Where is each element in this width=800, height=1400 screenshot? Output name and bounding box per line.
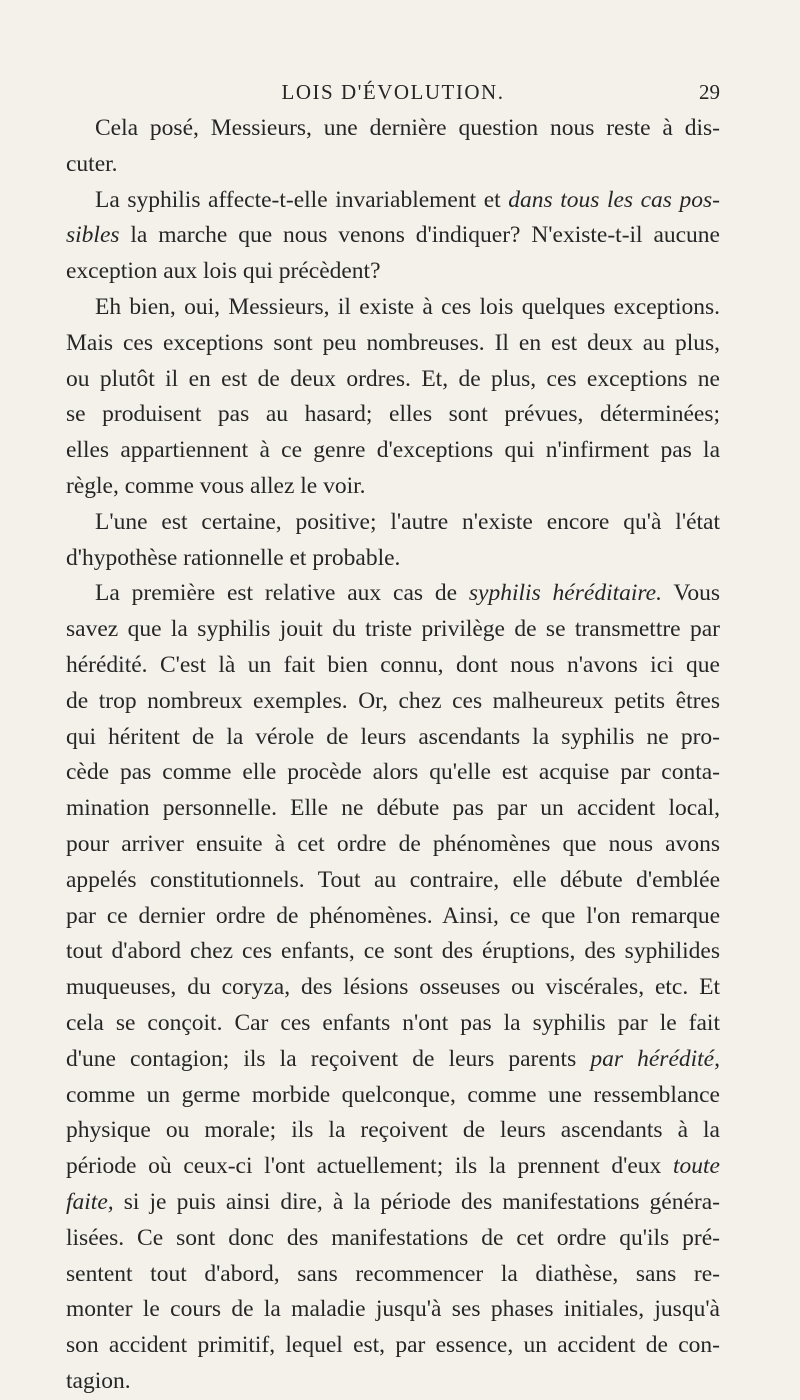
italic-run: par hérédité,: [590, 1045, 720, 1072]
text-line: [66, 684, 720, 720]
text-line: [66, 326, 720, 362]
text-run: Cela posé, Messieurs, une dernière question nous reste à dis-: [95, 115, 720, 141]
italic-run: sibles: [66, 222, 120, 249]
chapter-title: LOIS D'ÉVOLUTION.: [281, 80, 505, 104]
text-run: tout d'abord chez ces enfants, ce sont des éruptions, des syphilides: [66, 938, 720, 965]
text-run: cuter.: [66, 150, 118, 177]
text-line: [66, 541, 720, 577]
text-run: tagion.: [66, 1367, 131, 1394]
text-line: [66, 1078, 720, 1114]
italic-run: faite,: [66, 1188, 114, 1215]
running-head: [66, 80, 720, 112]
text-run: se produisent pas au hasard; elles sont prévues, déterminées;: [66, 401, 720, 428]
text-run: monter le cours de la maladie jusqu'à ses phases initiales, jusqu'à: [66, 1296, 720, 1323]
text-run: Mais ces exceptions sont peu nombreuses. Il en est deux au plus,: [66, 329, 720, 356]
text-line: [66, 934, 720, 970]
text-run: exception aux lois qui précèdent?: [66, 258, 381, 285]
text-run: cède pas comme elle procède alors qu'elle est acquise par conta-: [66, 759, 720, 786]
text-line: [66, 254, 720, 290]
text-line: [66, 1292, 720, 1328]
italic-run: toute: [673, 1153, 720, 1180]
text-run: La syphilis affecte-t-elle invariablement et: [95, 186, 509, 213]
text-line: [66, 1113, 720, 1149]
text-line: [66, 863, 720, 899]
text-line: [66, 433, 720, 469]
text-run: période où ceux-ci l'ont actuellement; ils la prennent d'eux: [66, 1153, 673, 1180]
paragraph: [66, 576, 720, 1399]
text-run: comme un germe morbide quelconque, comme une ressemblance: [66, 1081, 720, 1108]
paragraph: [66, 505, 720, 577]
text-line: [66, 1221, 720, 1257]
text-run: qui héritent de la vérole de leurs ascendants la syphilis ne pro-: [66, 723, 720, 750]
text-line: [66, 218, 720, 254]
text-run: Eh bien, oui, Messieurs, il existe à ces lois quelques exceptions.: [95, 293, 720, 320]
text-line: [66, 183, 720, 219]
paragraph: [66, 111, 720, 183]
text-run: la marche que nous venons d'indiquer? N'existe-t-il aucune: [119, 222, 720, 249]
text-run: d'une contagion; ils la reçoivent de leurs parents: [66, 1045, 591, 1072]
body-text: [66, 111, 720, 1400]
text-run: L'une est certaine, positive; l'autre n'existe encore qu'à l'état: [95, 508, 720, 535]
text-line: [66, 1042, 720, 1078]
text-run: savez que la syphilis jouit du triste privilège de se transmettre par: [66, 616, 720, 643]
text-run: hérédité. C'est là un fait bien connu, dont nous n'avons ici que: [66, 651, 720, 678]
text-run: mination personnelle. Elle ne débute pas par un accident local,: [66, 795, 720, 822]
text-run: muqueuses, du coryza, des lésions osseuses ou viscérales, etc. Et: [66, 974, 720, 1001]
paragraph: [66, 290, 720, 505]
text-run: sentent tout d'abord, sans recommencer la diathèse, sans re-: [66, 1260, 720, 1287]
text-line: [66, 720, 720, 756]
text-line: [66, 1328, 720, 1364]
text-line: [66, 970, 720, 1006]
paragraph: [66, 183, 720, 290]
italic-run: syphilis héréditaire.: [468, 580, 662, 607]
text-line: [66, 648, 720, 684]
text-line: [66, 469, 720, 505]
text-run: physique ou morale; ils la reçoivent de leurs ascendants à la: [66, 1117, 720, 1144]
text-line: [66, 576, 720, 612]
page-number: 29: [699, 80, 720, 104]
text-run: elles appartiennent à ce genre d'exceptions qui n'infirment pas la: [66, 437, 720, 464]
text-run: ou plutôt il en est de deux ordres. Et, de plus, ces exceptions ne: [66, 365, 720, 392]
text-run: pour arriver ensuite à cet ordre de phénomènes que nous avons: [66, 830, 720, 857]
text-line: [66, 1364, 720, 1400]
italic-run: dans tous les cas pos-: [508, 186, 720, 213]
text-line: [66, 147, 720, 183]
text-line: [66, 1149, 720, 1185]
text-run: par ce dernier ordre de phénomènes. Ainsi, ce que l'on remarque: [66, 902, 720, 929]
text-run: La première est relative aux cas de: [95, 580, 469, 607]
text-run: de trop nombreux exemples. Or, chez ces malheureux petits êtres: [66, 687, 720, 714]
text-line: [66, 791, 720, 827]
text-run: d'hypothèse rationnelle et probable.: [66, 544, 401, 571]
text-line: [66, 1257, 720, 1293]
text-run: cela se conçoit. Car ces enfants n'ont pas la syphilis par le fait: [66, 1009, 720, 1036]
text-run: lisées. Ce sont donc des manifestations de cet ordre qu'ils pré-: [66, 1224, 720, 1251]
text-line: [66, 899, 720, 935]
text-run: règle, comme vous allez le voir.: [66, 472, 366, 499]
text-line: [66, 397, 720, 433]
text-line: [66, 505, 720, 541]
text-run: Vous: [661, 580, 720, 607]
text-line: [66, 362, 720, 398]
text-line: [66, 755, 720, 791]
text-line: [66, 1185, 720, 1221]
text-line: [66, 1006, 720, 1042]
text-line: [66, 827, 720, 863]
text-run: son accident primitif, lequel est, par essence, un accident de con-: [66, 1332, 720, 1359]
text-run: appelés constitutionnels. Tout au contraire, elle débute d'emblée: [66, 866, 720, 893]
text-line: [66, 612, 720, 648]
text-line: [66, 290, 720, 326]
text-run: si je puis ainsi dire, à la période des manifestations généra-: [113, 1188, 720, 1215]
text-line: [66, 111, 720, 147]
